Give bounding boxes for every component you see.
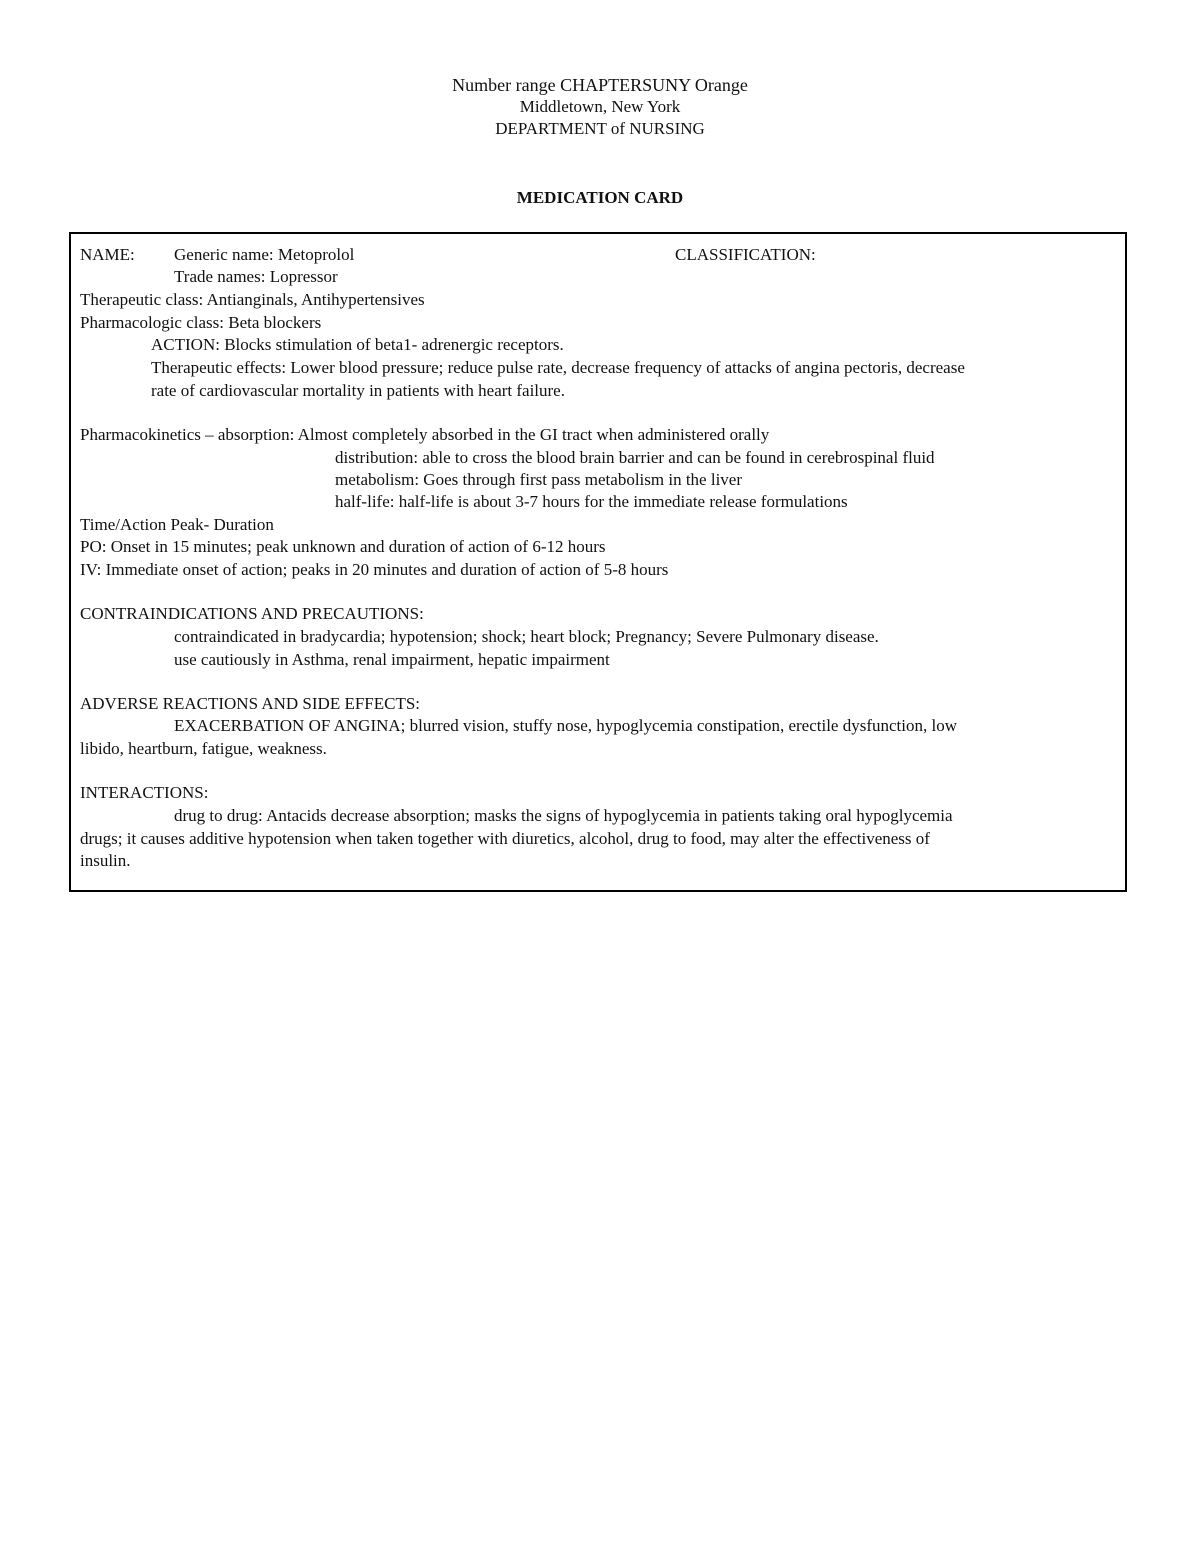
interactions-line-2: drugs; it causes additive hypotension when taken together with diuretics, alcohol, drug to food, may alter the effectiveness of <box>80 829 930 848</box>
pharmacologic-class: Pharmacologic class: Beta blockers <box>80 313 322 332</box>
therapeutic-effects-line-2: rate of cardiovascular mortality in patients with heart failure. <box>151 381 565 400</box>
document-header <box>0 74 1200 140</box>
time-action-heading: Time/Action Peak- Duration <box>80 515 274 534</box>
name-label: NAME: <box>80 245 135 264</box>
pharmacokinetics-metabolism: metabolism: Goes through first pass metabolism in the liver <box>335 470 742 489</box>
time-action-po: PO: Onset in 15 minutes; peak unknown and duration of action of 6-12 hours <box>80 537 606 556</box>
generic-name: Generic name: Metoprolol <box>174 245 355 264</box>
action-text: ACTION: Blocks stimulation of beta1- adrenergic receptors. <box>151 335 564 354</box>
adverse-reactions-line-2: libido, heartburn, fatigue, weakness. <box>80 739 327 758</box>
adverse-reactions-line-1: EXACERBATION OF ANGINA; blurred vision, stuffy nose, hypoglycemia constipation, erectile dysfunction, low <box>174 716 957 735</box>
trade-names: Trade names: Lopressor <box>174 267 338 286</box>
adverse-reactions-heading: ADVERSE REACTIONS AND SIDE EFFECTS: <box>80 694 421 713</box>
interactions-line-1: drug to drug: Antacids decrease absorption; masks the signs of hypoglycemia in patients taking oral hypoglycemia <box>174 806 953 825</box>
card-title: MEDICATION CARD <box>516 188 684 207</box>
medication-card <box>69 232 1127 892</box>
therapeutic-effects-line-1: Therapeutic effects: Lower blood pressure; reduce pulse rate, decrease frequency of attacks of angina pectoris, decrease <box>151 358 965 377</box>
pharmacokinetics-distribution: distribution: able to cross the blood brain barrier and can be found in cerebrospinal fluid <box>335 448 935 467</box>
header-line-institution: Number range CHAPTERSUNY Orange <box>452 75 748 95</box>
time-action-iv: IV: Immediate onset of action; peaks in 20 minutes and duration of action of 5-8 hours <box>80 560 669 579</box>
contraindications-line-2: use cautiously in Asthma, renal impairment, hepatic impairment <box>174 650 610 669</box>
interactions-line-3: insulin. <box>80 851 131 870</box>
interactions-heading: INTERACTIONS: <box>80 783 209 802</box>
pharmacokinetics-absorption: Pharmacokinetics – absorption: Almost completely absorbed in the GI tract when administered orally <box>80 425 770 444</box>
header-line-location: Middletown, New York <box>519 97 681 116</box>
contraindications-line-1: contraindicated in bradycardia; hypotension; shock; heart block; Pregnancy; Severe Pulmonary disease. <box>174 627 879 646</box>
therapeutic-class: Therapeutic class: Antianginals, Antihypertensives <box>80 290 425 309</box>
pharmacokinetics-half-life: half-life: half-life is about 3-7 hours for the immediate release formulations <box>335 492 848 511</box>
header-line-department: DEPARTMENT of NURSING <box>495 119 705 138</box>
contraindications-heading: CONTRAINDICATIONS AND PRECAUTIONS: <box>80 604 424 623</box>
classification-label: CLASSIFICATION: <box>675 245 816 264</box>
